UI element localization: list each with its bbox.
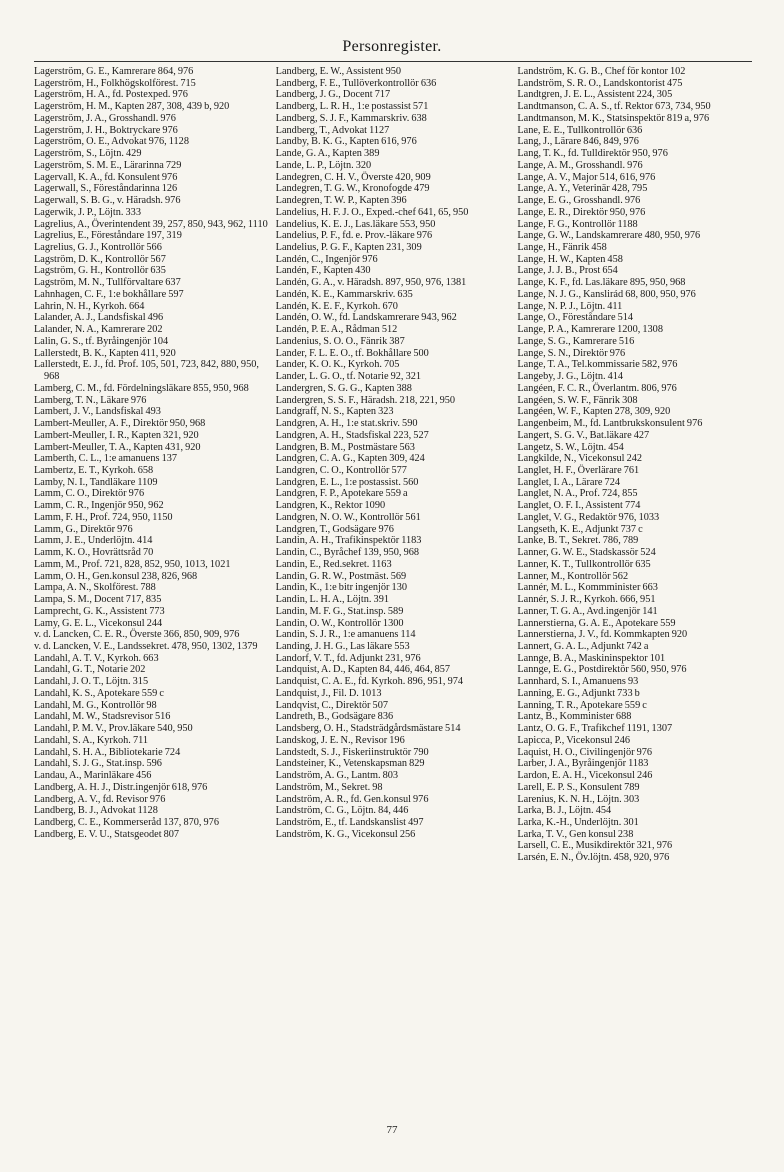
register-entry: Landau, A., Marinläkare 456 (34, 770, 152, 782)
register-entry: Landegren, C. H. V., Överste 420, 909 (275, 171, 431, 183)
register-entry: Langéen, S. W. F., Fänrik 308 (517, 394, 638, 406)
register-entry: Landén, G. A., v. Häradsh. 897, 950, 976, 1381 (275, 277, 467, 289)
register-entry: Landgren, T., Godsägare 976 (275, 523, 394, 535)
register-entry: Larka, K.-H., Underlöjtn. 301 (517, 817, 639, 828)
register-entry: Lange, T. A., Tel.kommissarie 582, 976 (517, 359, 678, 371)
register-entry: Lande, G. A., Kapten 389 (275, 148, 380, 160)
register-entry: Langlet, O. F. I., Assistent 774 (517, 500, 641, 512)
register-entry: Lagerwik, J. P., Löjtn. 333 (34, 206, 141, 218)
register-entry: Lantz, B., Komminister 688 (517, 711, 632, 723)
register-entry: Landelius, P. F., fd. e. Prov.-läkare 976 (275, 230, 433, 242)
register-entry: Larenius, K. N. H., Löjtn. 303 (517, 793, 640, 805)
register-entry: Landquist, C. A. E., fd. Kyrkoh. 896, 951, 974 (275, 676, 464, 688)
register-entry: Landgren, N. O. W., Kontrollör 561 (275, 511, 421, 523)
register-entry: Lannér, M. L., Kommminister 663 (517, 582, 658, 594)
register-entry: Landberg, A. H. J., Distr.ingenjör 618, 976 (34, 781, 208, 793)
register-entry: Landqvist, C., Direktör 507 (275, 699, 388, 711)
register-entry: Larsell, C. E., Musikdirektör 321, 976 (517, 840, 673, 852)
register-entry: Landtgren, J. E. L., Assistent 224, 305 (517, 89, 673, 101)
register-entry: Langeby, J. G., Löjtn. 414 (517, 371, 624, 383)
register-entry: Landquist, J., Fil. D. 1013 (275, 687, 382, 699)
register-entry: v. d. Lancken, V. E., Landssekret. 478, 950, 1302, 1379 (34, 640, 258, 652)
register-entry: Landahl, M. G., Kontrollör 98 (34, 699, 157, 711)
register-entry: Lantz, O. G. F., Trafikchef 1191, 1307 (517, 723, 673, 735)
register-entry: Landström, S. R. O., Landskontorist 475 (517, 77, 683, 89)
register-entry: Lange, S. N., Direktör 976 (517, 347, 626, 359)
register-entry: Lallerstedt, B. K., Kapten 411, 920 (34, 347, 176, 359)
register-entry: Lange, O., Föreståndare 514 (517, 312, 634, 324)
register-entry: Landström, K. G., Vicekonsul 256 (275, 828, 416, 840)
register-entry: Langlet, I. A., Lärare 724 (517, 476, 620, 488)
register-entry: Langlet, V. G., Redaktör 976, 1033 (517, 511, 660, 523)
register-entry: Landegren, T. G. W., Kronofogde 479 (275, 183, 430, 195)
register-entry: Larell, E. P. S., Konsulent 789 (517, 781, 640, 793)
register-entry: Lamm, G., Direktör 976 (34, 523, 133, 535)
register-entry: Landin, O. W., Kontrollör 1300 (275, 617, 404, 629)
register-entry: Lagerström, H., Folkhögskolförest. 715 (34, 77, 196, 89)
register-entry: Landtmanson, C. A. S., tf. Rektor 673, 734, 950 (517, 101, 711, 113)
register-entry: Landén, C., Ingenjör 976 (275, 253, 378, 265)
register-entry: Landergren, S. S. F., Häradsh. 218, 221, 950 (275, 394, 456, 406)
register-entry: Langetz, S. W., Löjtn. 454 (517, 441, 624, 453)
register-entry: Landström, A. G., Lantm. 803 (275, 770, 399, 782)
register-entry: Lagerström, S., Löjtn. 429 (34, 148, 142, 160)
register-entry: Landberg, B. J., Advokat 1128 (34, 805, 158, 817)
register-entry: Lander, L. G. O., tf. Notarie 92, 321 (275, 371, 422, 383)
register-entry: Lagerström, J. H., Boktryckare 976 (34, 124, 178, 136)
register-entry: Landin, M. F. G., Stat.insp. 589 (275, 605, 404, 617)
register-entry: Lagerström, H. M., Kapten 287, 308, 439 b, 920 (34, 101, 230, 113)
register-entry: Landorf, V. T., fd. Adjunkt 231, 976 (275, 652, 421, 664)
register-entry: Landberg, F. E., Tullöverkontrollör 636 (275, 77, 437, 89)
register-entry: Larka, B. J., Löjtn. 454 (517, 805, 612, 817)
register-entry: Langlet, N. A., Prof. 724, 855 (517, 488, 638, 500)
register-entry: Lamprecht, G. K., Assistent 773 (34, 605, 165, 617)
register-entry: Lambert, J. V., Landsfiskal 493 (34, 406, 161, 418)
register-entry: Lange, A. Y., Veterinär 428, 795 (517, 183, 648, 195)
register-entry: Lambert-Meuller, I. R., Kapten 321, 920 (34, 429, 199, 441)
register-entry: Lagrelius, E., Föreståndare 197, 319 (34, 230, 182, 242)
register-entry: Landreth, B., Godsägare 836 (275, 711, 394, 723)
register-entry: Lange, H., Fänrik 458 (517, 242, 607, 254)
register-entry: Landén, P. E. A., Rådman 512 (275, 324, 398, 336)
register-entry: Landgren, A. H., Stadsfiskal 223, 527 (275, 429, 429, 441)
register-entry: Lannge, B. A., Maskininspektor 101 (517, 652, 666, 664)
register-entry: Lambert-Meuller, A. F., Direktör 950, 968 (34, 418, 206, 430)
register-entry: Lander, K. O. K., Kyrkoh. 705 (275, 359, 400, 371)
register-entry: Lamm, O. H., Gen.konsul 238, 826, 968 (34, 570, 198, 582)
register-entry: Lannerstierna, G. A. E., Apotekare 559 (517, 617, 676, 629)
register-entry: Lamm, J. E., Underlöjtn. 414 (34, 535, 153, 547)
register-entry: Landsberg, O. H., Stadsträdgårdsmästare 514 (275, 723, 461, 735)
register-entry: Landberg, E. V. U., Statsgeodet 807 (34, 828, 180, 840)
register-entry: Landberg, S. J. F., Kammarskriv. 638 (275, 112, 427, 124)
register-entry: Landberg, T., Advokat 1127 (275, 124, 390, 136)
register-entry: Landing, J. H. G., Las läkare 553 (275, 640, 410, 652)
register-entry: Landberg, A. V., fd. Revisor 976 (34, 793, 166, 805)
register-entry: Lagerwall, S., Föreståndarinna 126 (34, 183, 178, 195)
register-entry: Landahl, S. H. A., Bibliotekarie 724 (34, 746, 181, 758)
register-entry: Landström, M., Sekret. 98 (275, 781, 383, 793)
register-entry: Landin, S. J. R., 1:e amanuens 114 (275, 629, 416, 641)
register-entry: Landgren, A. H., 1:e stat.skriv. 590 (275, 418, 418, 430)
register-entry: Lange, H. W., Kapten 458 (517, 253, 623, 265)
register-entry: Landergren, S. G. G., Kapten 388 (275, 382, 412, 394)
register-entry: Lander, F. L. E. O., tf. Bokhållare 500 (275, 347, 429, 359)
register-entry: Lanner, K. T., Tullkontrollör 635 (517, 558, 651, 570)
register-entry: Lamm, M., Prof. 721, 828, 852, 950, 1013, 1021 (34, 558, 231, 570)
register-entry: Lardon, E. A. H., Vicekonsul 246 (517, 770, 653, 782)
register-entry: Langenbeim, M., fd. Lantbrukskonsulent 976 (517, 418, 703, 430)
register-entry: Lagström, D. K., Kontrollör 567 (34, 253, 166, 265)
register-entry: Larsén, E. N., Öv.löjtn. 458, 920, 976 (517, 852, 670, 864)
register-entry: Lange, K. F., fd. Las.läkare 895, 950, 968 (517, 277, 686, 289)
register-entry: Landahl, A. T. V., Kyrkoh. 663 (34, 652, 159, 664)
register-entry: Lagerström, H. A., fd. Postexped. 976 (34, 89, 188, 101)
register-entry: Lamy, G. E. L., Vicekonsul 244 (34, 617, 163, 629)
register-entry: Lampa, S. M., Docent 717, 835 (34, 594, 162, 606)
page-title: Personregister. (342, 38, 442, 55)
register-entry: Langéen, W. F., Kapten 278, 309, 920 (517, 406, 671, 418)
register-entry: Landström, K. G. B., Chef för kontor 102 (517, 66, 686, 77)
register-entry: Lange, A. M., Grosshandl. 976 (517, 159, 643, 171)
register-entry: Lange, A. V., Major 514, 616, 976 (517, 171, 656, 183)
register-entry: Lalander, A. J., Landsfiskal 496 (34, 312, 164, 324)
register-entry: Larka, T. V., Gen konsul 238 (517, 828, 634, 840)
column-1 (34, 66, 269, 1136)
register-entry: Laquist, H. O., Civilingenjör 976 (517, 746, 653, 758)
header-rule (34, 61, 752, 62)
register-entry: Lannhard, S. I., Amanuens 93 (517, 676, 639, 688)
register-entry: Landin, E., Red.sekret. 1163 (275, 558, 392, 570)
register-entry: Lanke, B. T., Sekret. 786, 789 (517, 535, 639, 547)
register-entry: Lagrelius, A., Överintendent 39, 257, 850, 943, 962, 1110 (34, 218, 268, 230)
register-entry: Landin, G. R. W., Postmäst. 569 (275, 570, 407, 582)
register-entry: Landegren, T. W. P., Kapten 396 (275, 195, 407, 207)
register-entry: Lagström, M. N., Tullförvaltare 637 (34, 277, 181, 289)
register-entry: Landenius, S. O. O., Fänrik 387 (275, 335, 405, 347)
register-entry: Landgren, K., Rektor 1090 (275, 500, 386, 512)
register-entry: Lannér, S. J. R., Kyrkoh. 666, 951 (517, 594, 656, 606)
register-entry: Landquist, A. D., Kapten 84, 446, 464, 857 (275, 664, 451, 676)
register-entry: Lalander, N. A., Kamrerare 202 (34, 324, 163, 336)
register-entry: Landskog, J. E. N., Revisor 196 (275, 734, 405, 746)
register-entry: Lampa, A. N., Skolförest. 788 (34, 582, 156, 594)
register-entry: Langkilde, N., Vicekonsul 242 (517, 453, 643, 465)
register-entry: Landin, L. H. A., Löjtn. 391 (275, 594, 390, 606)
register-entry: Landin, K., 1:e bitr ingenjör 130 (275, 582, 408, 594)
register-entry: Landin, A. H., Trafikinspektör 1183 (275, 535, 422, 547)
register-entry: Lambertz, E. T., Kyrkoh. 658 (34, 464, 154, 476)
register-entry: Landgren, B. M., Postmästare 563 (275, 441, 415, 453)
register-entry: Lange, N. P. J., Löjtn. 411 (517, 300, 623, 312)
register-entry: Landin, C., Byråchef 139, 950, 968 (275, 547, 420, 559)
register-entry: Lapicca, P., Vicekonsul 246 (517, 734, 630, 746)
register-entry: Landahl, G. T., Notarie 202 (34, 664, 146, 676)
register-entry: Landsteiner, K., Vetenskapsman 829 (275, 758, 425, 770)
register-entry: Lamm, C. O., Direktör 976 (34, 488, 145, 500)
register-entry: Lamm, C. R., Ingenjör 950, 962 (34, 500, 164, 512)
register-entry: Langert, S. G. V., Bat.läkare 427 (517, 429, 650, 441)
register-entry: Landgren, F. P., Apotekare 559 a (275, 488, 408, 500)
register-entry: Lamberg, C. M., fd. Fördelningsläkare 855, 950, 968 (34, 382, 249, 394)
register-entry: Langéen, F. C. R., Överlantm. 806, 976 (517, 382, 677, 394)
register-entry: Landahl, K. S., Apotekare 559 c (34, 687, 164, 699)
register-entry: Landstedt, S. J., Fiskeriinstruktör 790 (275, 746, 429, 758)
register-entry: Landberg, L. R. H., 1:e postassist 571 (275, 101, 429, 113)
register-entry: Lamm, F. H., Prof. 724, 950, 1150 (34, 511, 173, 523)
register-columns (34, 66, 752, 1136)
register-entry: Landström, C. G., Löjtn. 84, 446 (275, 805, 409, 817)
register-entry: Lamby, N. I., Tandläkare 1109 (34, 476, 158, 488)
register-entry: Lahrin, N. H., Kyrkoh. 664 (34, 300, 145, 312)
register-entry: Lagerström, S. M. E., Lärarinna 729 (34, 159, 182, 171)
register-entry: Lanner, G. W. E., Stadskassör 524 (517, 547, 656, 559)
register-entry: Landahl, J. O. T., Löjtn. 315 (34, 676, 149, 688)
register-entry: Landelius, H. F. J. O., Exped.-chef 641, 65, 950 (275, 206, 469, 218)
register-entry: Landelius, P. G. F., Kapten 231, 309 (275, 242, 422, 254)
register-entry: Lahnhagen, C. F., 1:e bokhållare 597 (34, 288, 184, 300)
register-entry: Lagerström, J. A., Grosshandl. 976 (34, 112, 176, 124)
register-entry: Lagström, G. H., Kontrollör 635 (34, 265, 166, 277)
register-entry: Landberg, E. W., Assistent 950 (275, 66, 402, 77)
register-entry: Landén, K. E. F., Kyrkoh. 670 (275, 300, 398, 312)
register-entry: Landtmanson, M. K., Statsinspektör 819 a, 976 (517, 112, 710, 124)
register-entry: Lallerstedt, E. J., fd. Prof. 105, 501, 723, 842, 880, 950, 968 (34, 359, 259, 383)
register-entry: Lange, N. J. G., Kanslirád 68, 800, 950, 976 (517, 288, 696, 300)
register-entry: Lagerström, G. E., Kamrerare 864, 976 (34, 66, 194, 77)
register-entry: v. d. Lancken, C. E. R., Överste 366, 850, 909, 976 (34, 629, 240, 641)
page-number: 77 (386, 1124, 398, 1136)
register-entry: Lagrelius, G. J., Kontrollör 566 (34, 242, 162, 254)
register-entry: Lagerström, O. E., Advokat 976, 1128 (34, 136, 189, 148)
register-entry: Lange, E. G., Grosshandl. 976 (517, 195, 641, 207)
register-entry: Landberg, J. G., Docent 717 (275, 89, 391, 101)
register-entry: Landahl, P. M. V., Prov.läkare 540, 950 (34, 723, 193, 735)
register-entry: Lange, S. G., Kamrerare 516 (517, 335, 635, 347)
column-3 (517, 66, 752, 1136)
register-entry: Lanning, E. G., Adjunkt 733 b (517, 687, 640, 699)
register-entry: Lange, J. J. B., Prost 654 (517, 265, 618, 277)
register-entry: Larber, J. A., Byråingenjör 1183 (517, 758, 649, 770)
register-entry: Landén, K. E., Kammarskriv. 635 (275, 288, 413, 300)
column-2 (276, 66, 511, 1136)
register-entry: Lannge, E. G., Postdirektör 560, 950, 976 (517, 664, 687, 676)
register-entry: Lang, T. K., fd. Tulldirektör 950, 976 (517, 148, 668, 160)
register-entry: Lang, J., Lärare 846, 849, 976 (517, 136, 639, 148)
register-entry: Landström, E., tf. Landskanslist 497 (275, 817, 424, 828)
register-entry: Lange, F. G., Kontrollör 1188 (517, 218, 638, 230)
register-entry: Lanning, T. R., Apotekare 559 c (517, 699, 647, 711)
register-entry: Lamberth, C. L., 1:e amanuens 137 (34, 453, 178, 465)
register-entry: Lane, E. E., Tullkontrollör 636 (517, 124, 643, 136)
register-entry: Landgren, C. O., Kontrollör 577 (275, 464, 407, 476)
register-entry: Landby, B. K. G., Kapten 616, 976 (275, 136, 417, 148)
register-entry: Landgren, E. L., 1:e postassist. 560 (275, 476, 419, 488)
register-entry: Lamm, K. O., Hovrättsråd 70 (34, 547, 154, 559)
register-entry: Lande, L. P., Löjtn. 320 (275, 159, 372, 171)
register-entry: Lannerstierna, J. V., fd. Kommkapten 920 (517, 629, 688, 641)
register-entry: Lagervall, K. A., fd. Konsulent 976 (34, 171, 178, 183)
register-entry: Lalin, G. S., tf. Byråingenjör 104 (34, 335, 169, 347)
register-entry: Langlet, H. F., Överlärare 761 (517, 464, 640, 476)
register-entry: Lange, E. R., Direktör 950, 976 (517, 206, 646, 218)
register-entry: Landberg, C. E., Kommerseråd 137, 870, 976 (34, 817, 219, 828)
register-entry: Landahl, M. W., Stadsrevisor 516 (34, 711, 171, 723)
register-entry: Landén, F., Kapten 430 (275, 265, 371, 277)
register-entry: Lanner, M., Kontrollör 562 (517, 570, 629, 582)
register-entry: Landgren, C. A. G., Kapten 309, 424 (275, 453, 425, 465)
register-entry: Lange, P. A., Kamrerare 1200, 1308 (517, 324, 663, 336)
register-entry: Landahl, S. J. G., Stat.insp. 596 (34, 758, 162, 770)
register-entry: Landström, A. R., fd. Gen.konsul 976 (275, 793, 429, 805)
register-entry: Lagerwall, S. B. G., v. Häradsh. 976 (34, 195, 181, 207)
register-entry: Landahl, S. A., Kyrkoh. 711 (34, 734, 149, 746)
register-entry: Lange, G. W., Landskamrerare 480, 950, 976 (517, 230, 701, 242)
register-entry: Lambert-Meuller, T. A., Kapten 431, 920 (34, 441, 201, 453)
register-entry: Langseth, K. E., Adjunkt 737 c (517, 523, 643, 535)
register-entry: Lannert, G. A. L., Adjunkt 742 a (517, 640, 649, 652)
register-entry: Lamberg, T. N., Läkare 976 (34, 394, 147, 406)
register-entry: Landgraff, N. S., Kapten 323 (275, 406, 394, 418)
register-entry: Landelius, K. E. J., Las.läkare 553, 950 (275, 218, 436, 230)
register-entry: Landén, O. W., fd. Landskamrerare 943, 962 (275, 312, 457, 324)
register-entry: Lanner, T. G. A., Avd.ingenjör 141 (517, 605, 658, 617)
